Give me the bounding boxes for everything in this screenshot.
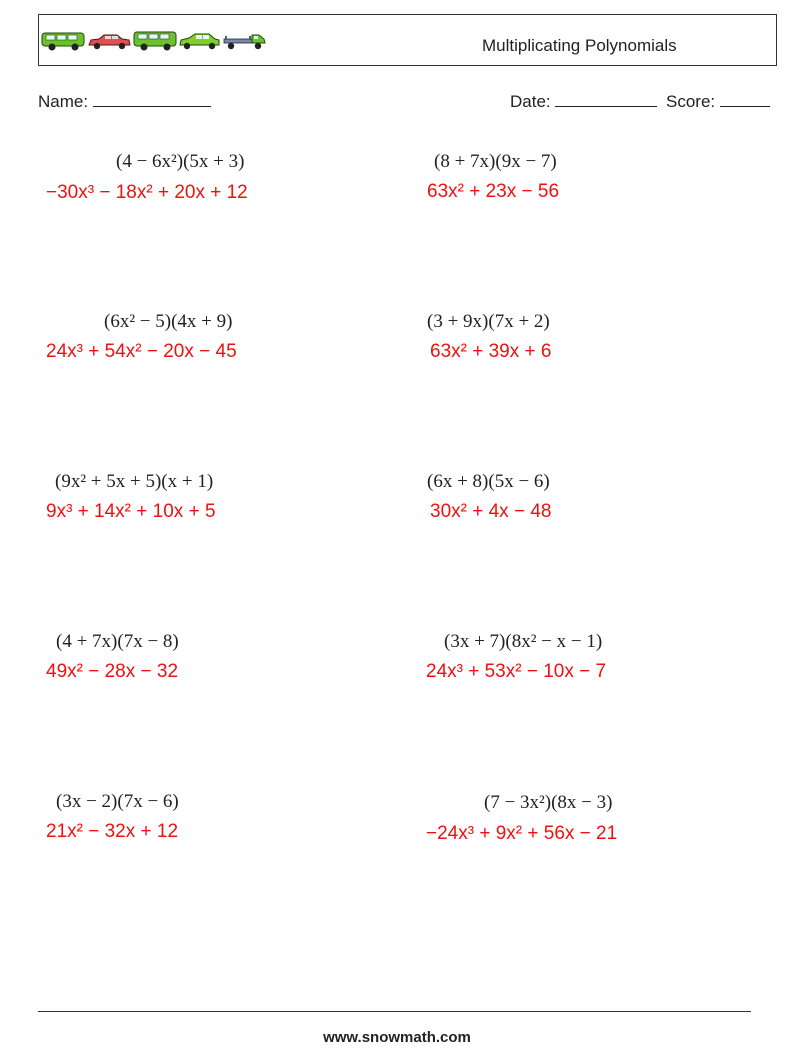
header-box [38,14,777,66]
problem-7-answer: 49x² − 28x − 32 [46,661,179,682]
problem-8-answer: 24x³ + 53x² − 10x − 7 [426,661,607,682]
problem-4-question: (3 + 9x)(7x + 2) [427,311,550,332]
green-minivan-icon [42,33,84,51]
red-sedan-icon [89,35,130,49]
worksheet-title: Multiplicating Polynomials [482,36,677,55]
problem-8-question: (3x + 7)(8x² − x − 1) [444,631,603,652]
name-blank[interactable] [93,92,211,107]
problem-7-question: (4 + 7x)(7x − 8) [56,631,179,652]
problem-4-answer: 63x² + 39x + 6 [430,341,552,362]
problem-3-question: (6x² − 5)(4x + 9) [104,311,233,332]
footer-website[interactable]: www.snowmath.com [323,1029,471,1046]
date-blank[interactable] [555,92,657,107]
problem-10-answer: −24x³ + 9x² + 56x − 21 [426,823,618,844]
name-field [38,92,211,112]
problem-6-question: (6x + 8)(5x − 6) [427,471,550,492]
problem-3-answer: 24x³ + 54x² − 20x − 45 [46,341,237,362]
problem-2-answer: 63x² + 23x − 56 [427,181,560,202]
name-label: Name: [38,92,89,111]
score-blank[interactable] [720,92,770,107]
car-icons [41,27,267,53]
problem-2-question: (8 + 7x)(9x − 7) [434,151,557,172]
problem-9-answer: 21x² − 32x + 12 [46,821,179,842]
problem-6-answer: 30x² + 4x − 48 [430,501,552,522]
problem-5-question: (9x² + 5x + 5)(x + 1) [55,471,214,492]
date-field [510,92,657,112]
green-minivan-icon-2 [134,32,176,51]
problem-5-answer: 9x³ + 14x² + 10x + 5 [46,501,216,522]
problem-10-question: (7 − 3x²)(8x − 3) [484,792,613,813]
green-hatchback-icon [180,34,219,49]
footer-divider [38,1011,751,1012]
problem-1-question: (4 − 6x²)(5x + 3) [116,151,245,172]
flatbed-truck-icon [224,35,265,49]
problem-1-answer: −30x³ − 18x² + 20x + 12 [46,182,248,203]
score-field [666,92,770,112]
date-label: Date: [510,92,551,111]
score-label: Score: [666,92,716,111]
problem-9-question: (3x − 2)(7x − 6) [56,791,179,812]
